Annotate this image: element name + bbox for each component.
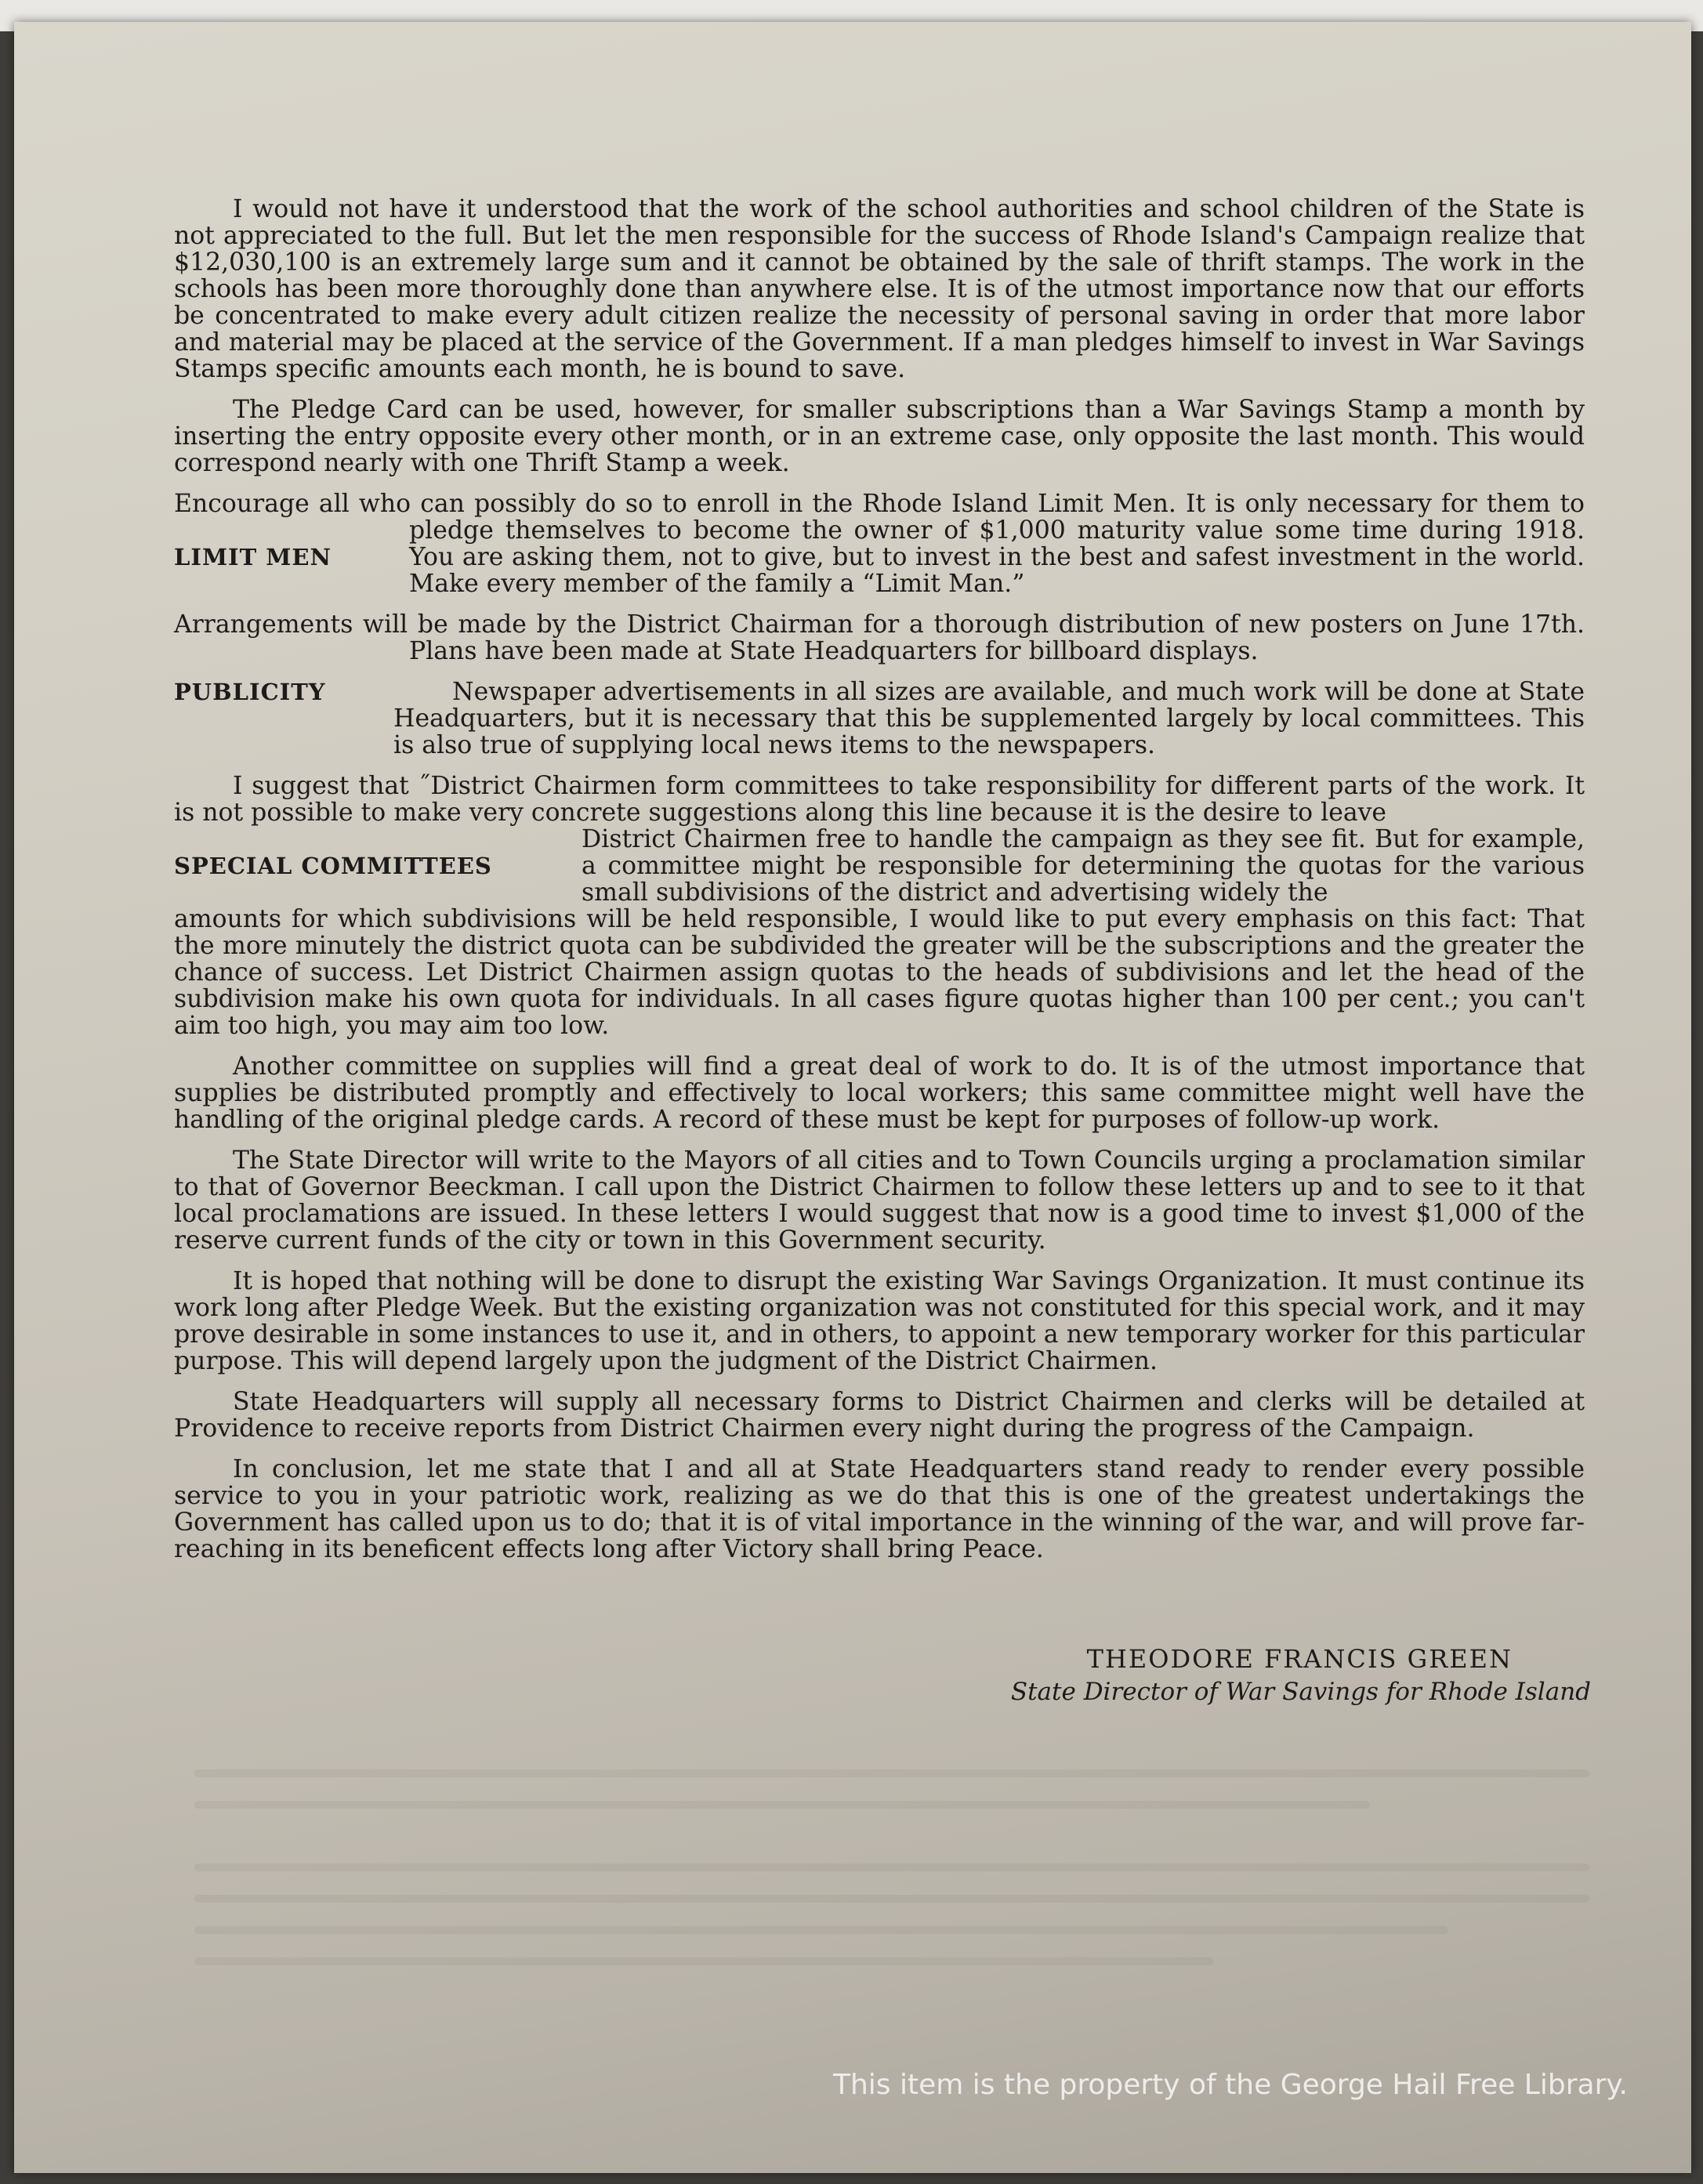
special-committees-intro: I suggest that ˝District Chairmen form committees to take responsibility for different parts of the work. It is not possible to make very concrete suggestions along this line because it is the desire to leave: [174, 772, 1585, 827]
bleed-through-line: [194, 1769, 1589, 1777]
signatory-name: THEODORE FRANCIS GREEN: [1086, 1644, 1513, 1674]
signatory-title: State Director of War Savings for Rhode Island: [1010, 1678, 1591, 1706]
special-committees-row: [174, 826, 1585, 906]
bleed-through-line: [194, 1895, 1589, 1903]
paragraph-headquarters: State Headquarters will supply all necessary forms to District Chairmen and clerks will be detailed at Providence to receive reports from District Chairmen every night during the progress of the Campaign.: [174, 1388, 1585, 1443]
limit-men-text: [174, 490, 1585, 598]
arrangements-text: [174, 610, 1585, 665]
bleed-through-line: [194, 1801, 1370, 1809]
paragraph-pledge-card: The Pledge Card can be used, however, for smaller subscriptions than a War Savings Stamp a month by inserting the entry opposite every other month, or in an extreme case, only opposite the last month. This would correspond nearly with one Thrift Stamp a week.: [174, 396, 1585, 477]
publicity-text-block: [393, 679, 1585, 759]
special-committees-heading: SPECIAL COMMITTEES: [174, 853, 492, 879]
special-committees-side-text: District Chairmen free to handle the campaign as they see fit. But for example, a committee might be responsible for determining the quotas for the various small subdivisions of the district and advertising widely the: [582, 825, 1585, 907]
paragraph-organization: It is hoped that nothing will be done to disrupt the existing War Savings Organization. It must continue its work long after Pledge Week. But the existing organization was not constituted for this special work, and it may prove desirable in some instances to use it, and in others, to appoint a new temporary worker for this particular purpose. This will depend largely upon the judgment of the District Chairmen.: [174, 1267, 1585, 1375]
bleed-through-line: [194, 1863, 1589, 1871]
bleed-through-line: [194, 1958, 1213, 1965]
paragraph-conclusion: In conclusion, let me state that I and all at State Headquarters stand ready to render every possible service to you in your patriotic work, realizing as we do that this is one of the greatest undertakings the Government has called upon us to do; that it is of vital importance in the winning of the war, and will prove far-reaching in its beneficent effects long after Victory shall bring Peace.: [174, 1455, 1585, 1563]
section-limit-men: [174, 491, 1585, 597]
section-publicity: [174, 679, 1585, 759]
paragraph-state-director: The State Director will write to the Mayors of all cities and to Town Councils urging a proclamation similar to that of Governor Beeckman. I call upon the District Chairmen to follow these letters up and to see to it that local proclamations are issued. In these letters I would suggest that now is a good time to invest $1,000 of the reserve current funds of the city or town in this Government security.: [174, 1146, 1585, 1255]
publicity-paragraph: Newspaper advertisements in all sizes are available, and much work will be done at State Headquarters, but it is necessary that this be supplemented largely by local committees. This is also true of supplying local news items to the newspapers.: [393, 678, 1585, 759]
publicity-heading: PUBLICITY: [174, 679, 326, 705]
publicity-row: [174, 679, 1585, 759]
bleed-through-line: [194, 1926, 1448, 1934]
signature-block: [901, 1642, 1591, 1708]
document-body: [174, 196, 1585, 1577]
paragraph-supplies: Another committee on supplies will find a great deal of work to do. It is of the utmost importance that supplies be distributed promptly and effectively to local workers; this same committee might well have the handling of the original pledge cards. A record of these must be kept for purposes of follow-up work.: [174, 1052, 1585, 1134]
section-special-committees: [174, 773, 1585, 1039]
limit-men-heading: LIMIT MEN: [174, 544, 332, 570]
arrangements-paragraph: Arrangements will be made by the District Chairman for a thorough distribution of new posters on June 17th. Plans have been made at State Headquarters for billboard displays.: [174, 610, 1585, 665]
limit-men-paragraph: Encourage all who can possibly do so to enroll in the Rhode Island Limit Men. It is only necessary for them to pledge themselves to become the owner of $1,000 maturity value some time during 1918. You are asking them, not to give, but to invest in the best and safest investment in the world. Make every member of the family a “Limit Man.”: [174, 490, 1585, 598]
special-committees-rest: amounts for which subdivisions will be held responsible, I would like to put every emphasis on this fact: That the more minutely the district quota can be subdivided the greater will be the subscriptions and the greater the chance of success. Let District Chairmen assign quotas to the heads of subdivisions and let the head of the subdivision make his own quota for individuals. In all cases figure quotas higher than 100 per cent.; you can't aim too high, you may aim too low.: [174, 905, 1585, 1040]
library-watermark: This item is the property of the George Hail Free Library.: [832, 2069, 1628, 2101]
section-arrangements: [174, 611, 1585, 665]
paragraph-schools: I would not have it understood that the work of the school authorities and school children of the State is not appreciated to the full. But let the men responsible for the success of Rhode Island's Campaign realize that $12,030,100 is an extremely large sum and it cannot be obtained by the sale of thrift stamps. The work in the schools has been more thoroughly done than anywhere else. It is of the utmost importance now that our efforts be concentrated to make every adult citizen realize the necessity of personal saving in order that more labor and material may be placed at the service of the Government. If a man pledges himself to invest in War Savings Stamps specific amounts each month, he is bound to save.: [174, 195, 1585, 383]
